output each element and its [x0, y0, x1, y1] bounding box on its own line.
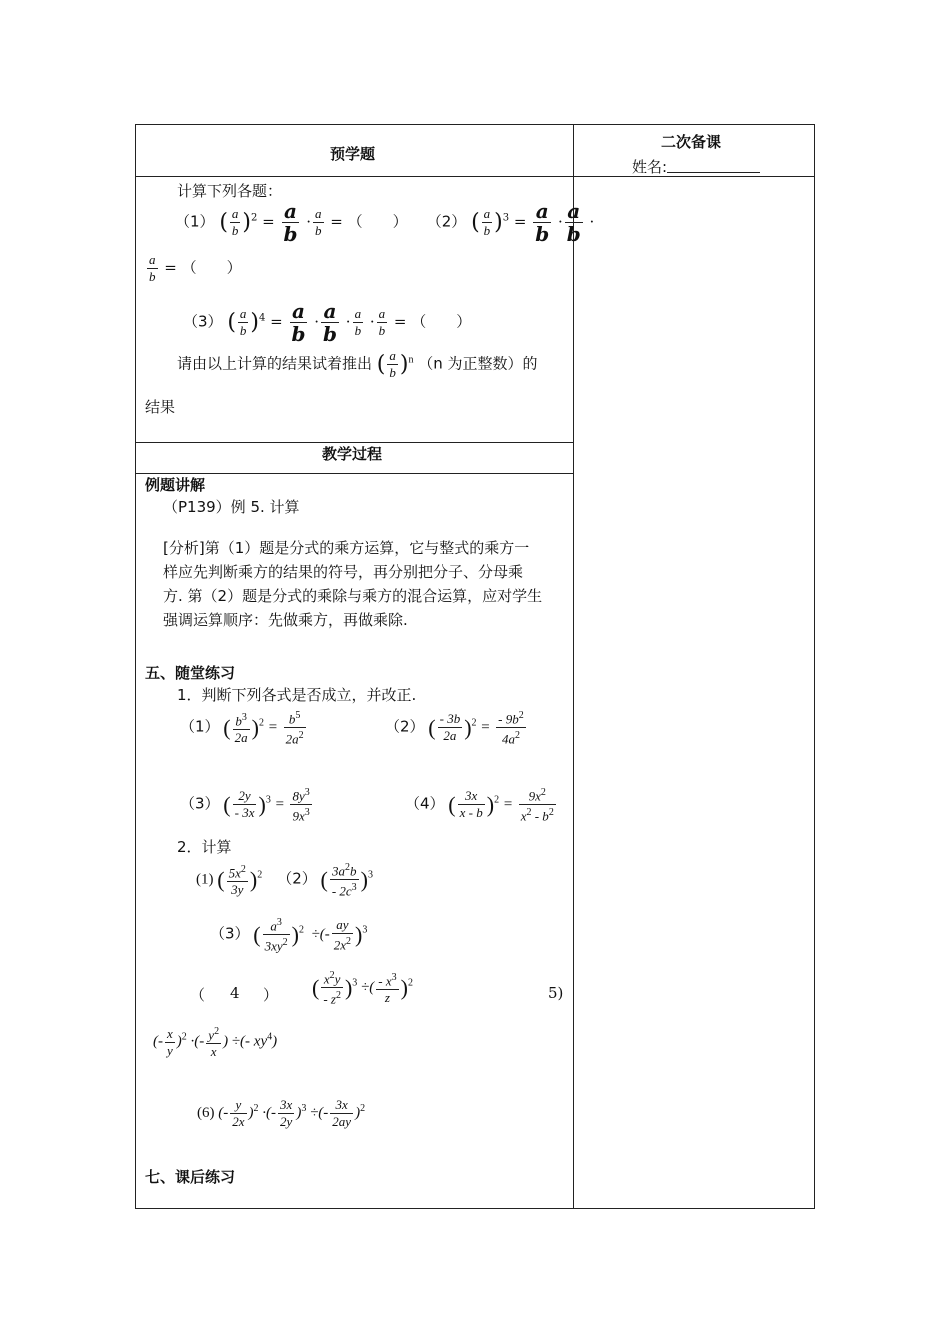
- conclusion-text-c: 结果: [145, 398, 176, 416]
- judge-3: （3） ( $\frac{2y}{- 3x}$ )$^3$ = $\frac{8y^3}{9x^3}$: [180, 787, 310, 824]
- table-column-divider: [573, 124, 574, 1209]
- name-blank-underline: [667, 172, 760, 173]
- calc-4-number: 4: [230, 984, 240, 1002]
- q3-label: （3）: [183, 312, 223, 331]
- left-column-title: 预学题: [330, 145, 376, 163]
- example-line: （P139）例 5. 计算: [163, 498, 300, 516]
- q2-label: （2）: [426, 212, 467, 231]
- calc-4-close: ）: [263, 986, 279, 1004]
- judge-1-label: （1）: [180, 717, 220, 736]
- calc-5-expression: (- $\frac{x}{y}$ )$^2$ ·(- $\frac{y^2}{x}$ ) ÷(- $xy^4$): [153, 1025, 278, 1060]
- name-label: 姓名:: [632, 158, 668, 176]
- analysis-line-2: 样应先判断乘方的结果的符号，再分别把分子、分母乘: [163, 563, 524, 581]
- judge-2-label: （2）: [385, 717, 425, 736]
- analysis-paragraph: [163, 536, 568, 632]
- q3-answer-blank: （ ）: [411, 312, 472, 331]
- calc-2-label: （2）: [277, 869, 317, 888]
- homework-heading: 七、课后练习: [145, 1168, 236, 1186]
- analysis-line-3: 方. 第（2）题是分式的乘除与乘方的混合运算，应对学生: [163, 587, 543, 605]
- header-row-divider: [135, 176, 815, 177]
- analysis-line-4: 强调运算顺序：先做乘方，再做乘除.: [163, 611, 408, 629]
- practice-heading: 五、随堂练习: [145, 664, 236, 682]
- calc-5-label: 5): [548, 984, 564, 1002]
- teaching-title: 教学过程: [322, 445, 383, 463]
- judge-4-label: （4）: [405, 794, 445, 813]
- preview-intro: 计算下列各题：: [177, 182, 283, 200]
- calc-4-open: （: [190, 986, 206, 1004]
- analysis-line-1: [分析]第（1）题是分式的乘方运算，它与整式的乘方一: [163, 539, 530, 557]
- table-border-left: [135, 124, 136, 1209]
- calc-6-label: (6): [197, 1104, 215, 1121]
- practice-item-2: 2．计算: [177, 838, 232, 856]
- conclusion-text-b: （n 为正整数）的: [418, 354, 538, 373]
- q2-answer-blank: （ ）: [181, 258, 242, 277]
- table-border-bottom: [135, 1208, 815, 1209]
- conclusion-row: 请由以上计算的结果试着推出 ( $\frac{a}{b}$ )$^n$ （n 为正整数）的: [177, 348, 538, 380]
- table-border-top: [135, 124, 815, 125]
- q1-answer-blank: （ ）: [347, 212, 408, 231]
- calc-4-expression: ( $\frac{x^2y}{- z^2}$ )$^3$ ÷( $\frac{- x^3}{z}$ )$^2$: [312, 970, 413, 1007]
- preview-q3-row: （3） ( $\frac{a}{b}$ )$^4$ = $\frac{a}{b}$ · $\frac{a}{b}$ · $\frac{a}{b}$ · $\frac{a}{b}$ = （ ）: [183, 299, 472, 346]
- preview-q1-q2-row: （1） ( $\frac{a}{b}$ )$^2$ = $\frac{a}{b}$ · $\frac{a}{b}$ = （ ） （2） ( $\frac{a}{b}$ )$^3$ = $\frac{a}{b}$ · $\frac{a}{b}$ ·: [175, 199, 595, 246]
- calc-3-label: （3）: [210, 924, 250, 943]
- judge-4: （4） ( $\frac{3x}{x - b}$ )$^2$ = $\frac{9x^2}{x^2 - b^2}$: [405, 787, 554, 824]
- q2-continuation: $\frac{a}{b}$ = （ ）: [149, 252, 242, 284]
- calc-3: （3） ( $\frac{a^3}{3xy^2}$ )$^2$ ÷(- $\frac{ay}{2x^2}$ )$^3$: [210, 916, 368, 954]
- judge-3-label: （3）: [180, 794, 220, 813]
- judge-2: （2） ( $\frac{- 3b}{2a}$ )$^2$ = $\frac{- 9b^2}{4a^2}$: [385, 710, 524, 747]
- calc-6: (6) (- $\frac{y}{2x}$ )$^2$ ·(- $\frac{3x}{2y}$ )$^3$ ÷(- $\frac{3x}{2ay}$ )$^2$: [197, 1097, 366, 1129]
- q1-label: （1）: [175, 212, 215, 231]
- calc-1-label: (1): [196, 871, 214, 888]
- calc-1-2: (1) ( $\frac{5x^2}{3y}$ )$^2$ （2） ( $\frac{3a^2b}{- 2c^3}$ )$^3$: [196, 862, 373, 899]
- practice-item-1: 1．判断下列各式是否成立，并改正.: [177, 686, 417, 704]
- conclusion-text-a: 请由以上计算的结果试着推出: [177, 354, 373, 373]
- example-heading: 例题讲解: [145, 476, 206, 494]
- table-border-right: [814, 124, 815, 1209]
- judge-1: （1） ( $\frac{b^3}{2a}$ )$^2$ = $\frac{b^5}{2a^2}$: [180, 710, 304, 747]
- right-column-title: 二次备课: [661, 133, 722, 151]
